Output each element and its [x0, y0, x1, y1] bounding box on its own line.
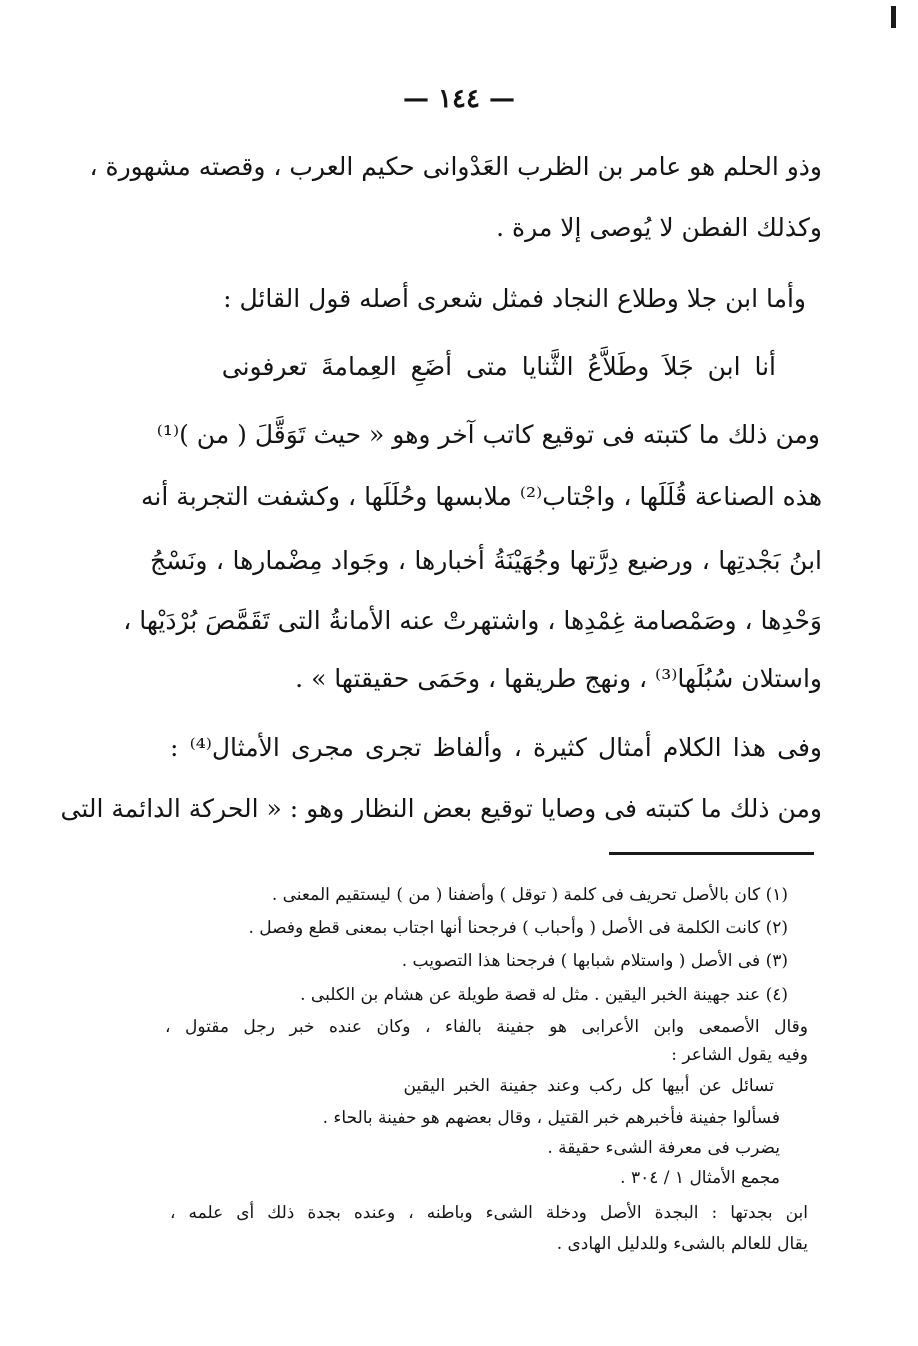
body-line: وأما ابن جلا وطلاع النجاد فمثل شعرى أصله قول القائل :	[223, 284, 806, 313]
body-line: واستلان سُبُلَها⁽³⁾ ، ونهج طريقها ، وحَمَى حقيقتها » .	[295, 664, 822, 693]
footnote-3: (٣) فى الأصل ( واستلام شبابها ) فرجحنا هذا التصويب .	[401, 951, 788, 971]
body-line: وفى هذا الكلام أمثال كثيرة ، وألفاظ تجرى مجرى الأمثال⁽⁴⁾ :	[170, 733, 822, 762]
footnote-4: (٤) عند جهينة الخبر اليقين . مثل له قصة طويلة عن هشام بن الكلبى .	[300, 985, 788, 1005]
body-line: ابنُ بَجْدتِها ، ورضيع دِرَّتها وجُهَيْنَةُ أخبارها ، وجَواد مِضْمارها ، ونَسْجُ	[150, 546, 822, 575]
footnote-2: (٢) كانت الكلمة فى الأصل ( وأحباب ) فرجحنا أنها اجتاب بمعنى قطع وفصل .	[248, 918, 788, 938]
body-line: وَحْدِها ، وصَمْصامة غِمْدِها ، واشتهرتْ عنه الأمانةُ التى تَقَمَّصَ بُرْدَيْها ،	[123, 606, 822, 635]
body-line: وذو الحلم هو عامر بن الظرب العَدْوانى حكيم العرب ، وقصته مشهورة ،	[89, 152, 822, 181]
footnote-4-text: يقال للعالم بالشىء وللدليل الهادى .	[556, 1234, 808, 1254]
footnote-1: (١) كان بالأصل تحريف فى كلمة ( توقل ) وأضفنا ( من ) ليستقيم المعنى .	[271, 885, 788, 905]
body-line: ومن ذلك ما كتبته فى توقيع كاتب آخر وهو « حيث تَوَقَّلَ ( من )⁽¹⁾	[156, 420, 820, 449]
body-line: وكذلك الفطن لا يُوصى إلا مرة .	[496, 213, 822, 242]
footnote-4-text: يضرب فى معرفة الشىء حقيقة .	[547, 1138, 780, 1158]
body-line: ومن ذلك ما كتبته فى وصايا توقيع بعض النظار وهو : « الحركة الدائمة التى	[60, 794, 822, 823]
body-line: هذه الصناعة قُلَلَها ، واجْتاب⁽²⁾ ملابسها وحُلَلَها ، وكشفت التجربة أنه	[141, 482, 822, 511]
footnote-verse: تسائل عن أبيها كل ركب وعند جفينة الخبر اليقين	[403, 1076, 774, 1096]
footnote-4-text: ابن بجدتها : البجدة الأصل ودخلة الشىء وباطنه ، وعنده بجدة ذلك أى علمه ،	[170, 1203, 808, 1223]
footnote-4-text: فسألوا جفينة فأخبرهم خبر القتيل ، وقال بعضهم هو حفينة بالحاء .	[322, 1108, 780, 1128]
page-number: — ١٤٤ —	[402, 84, 516, 114]
corner-mark	[891, 6, 896, 28]
footnote-4-text: وقال الأصمعى وابن الأعرابى هو جفينة بالفاء ، وكان عنده خبر رجل مقتول ،	[165, 1017, 808, 1037]
footnote-separator	[609, 852, 814, 855]
footnote-4-text: وفيه يقول الشاعر :	[671, 1045, 808, 1065]
footnote-4-source: مجمع الأمثال ١ / ٣٠٤ .	[620, 1168, 780, 1188]
verse-line: أنا ابن جَلاَ وطَلاَّعُ الثَّنايا متى أضَعِ العِمامةَ تعرفونى	[221, 352, 776, 381]
